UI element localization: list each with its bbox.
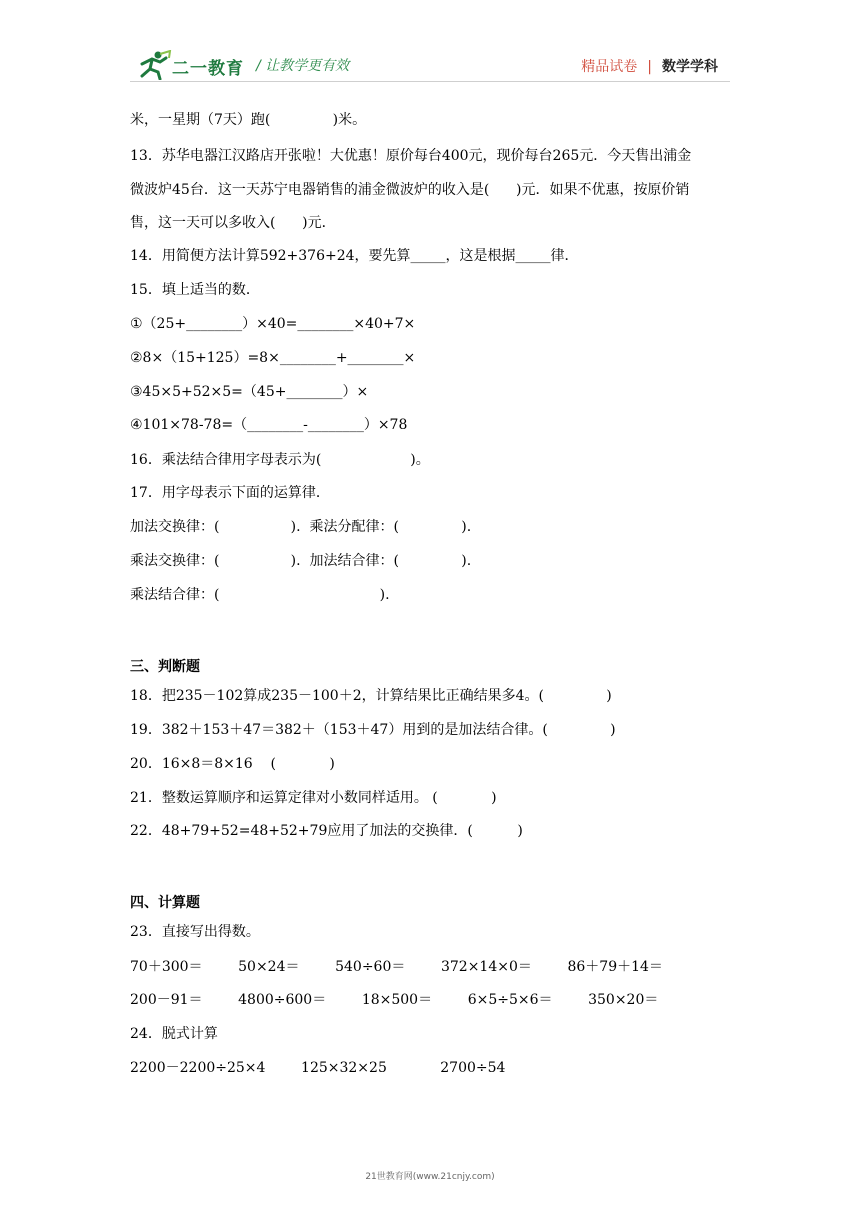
calc-row: 200－91＝ 4800÷600＝ 18×500＝ 6×5÷5×6＝ 350×20＝ (130, 992, 659, 1008)
question-21: 21．整数运算顺序和运算定律对小数同样适用。 ( ) (130, 790, 497, 806)
question-13: 13．苏华电器江汉路店开张啦！大优惠！原价每台400元，现价每台265元．今天售出浦金 (130, 148, 692, 164)
page-header (0, 0, 860, 100)
header-slogan: / 让教学更有效 (256, 58, 350, 74)
text-line: 微波炉45台．这一天苏宁电器销售的浦金微波炉的收入是( )元．如果不优惠，按原价销 (130, 182, 690, 198)
question-15-part-2: ②8×（15+125）=8×________+________× (130, 350, 416, 366)
section-heading-calculation: 四、计算题 (130, 895, 200, 911)
question-17: 17．用字母表示下面的运算律． (130, 485, 330, 501)
header-subject-label: 数学学科 (662, 59, 718, 75)
question-16: 16．乘法结合律用字母表示为( )。 (130, 452, 430, 468)
header-subject (581, 56, 718, 76)
question-15-part-4: ④101×78-78=（________-________）×78 (130, 417, 408, 433)
question-22: 22．48+79+52=48+52+79应用了加法的交换律．( ) (130, 823, 523, 839)
logo-text: 二一教育 (172, 59, 244, 79)
text-line: 乘法结合律：( ). (130, 587, 390, 603)
runner-logo-icon (136, 50, 172, 80)
question-18: 18．把235－102算成235－100＋2，计算结果比正确结果多4。( ) (130, 688, 612, 704)
page-footer: 21世教育网(www.21cnjy.com) (365, 1172, 495, 1182)
question-23: 23．直接写出得数。 (130, 924, 260, 940)
text-line: 售，这一天可以多收入( )元． (130, 215, 336, 231)
section-heading-judgement: 三、判断题 (130, 659, 200, 675)
calc-row: 70＋300＝ 50×24＝ 540÷60＝ 372×14×0＝ 86＋79＋14＝ (130, 959, 663, 975)
text-line: 乘法交换律：( ). 加法结合律：( ). (130, 553, 472, 569)
question-14: 14．用简便方法计算592+376+24，要先算_____，这是根据_____律． (130, 248, 579, 264)
header-separator: | (647, 59, 652, 75)
question-20: 20．16×8＝8×16 ( ) (130, 756, 335, 772)
header-divider (130, 81, 730, 82)
header-tag: 精品试卷 (581, 59, 638, 75)
question-15-part-1: ①（25+________）×40=________×40+7× (130, 316, 416, 332)
question-19: 19．382＋153＋47＝382＋（153＋47）用到的是加法结合律。( ) (130, 722, 616, 738)
question-15-part-3: ③45×5+52×5=（45+________）× (130, 384, 369, 400)
text-line: 加法交换律：( ). 乘法分配律：( ). (130, 519, 472, 535)
question-15: 15．填上适当的数． (130, 282, 260, 298)
logo (136, 50, 246, 80)
calc-row: 2200－2200÷25×4 125×32×25 2700÷54 (130, 1060, 506, 1076)
text-line: 米，一星期（7天）跑( )米。 (130, 112, 367, 128)
question-24: 24．脱式计算 (130, 1026, 218, 1042)
